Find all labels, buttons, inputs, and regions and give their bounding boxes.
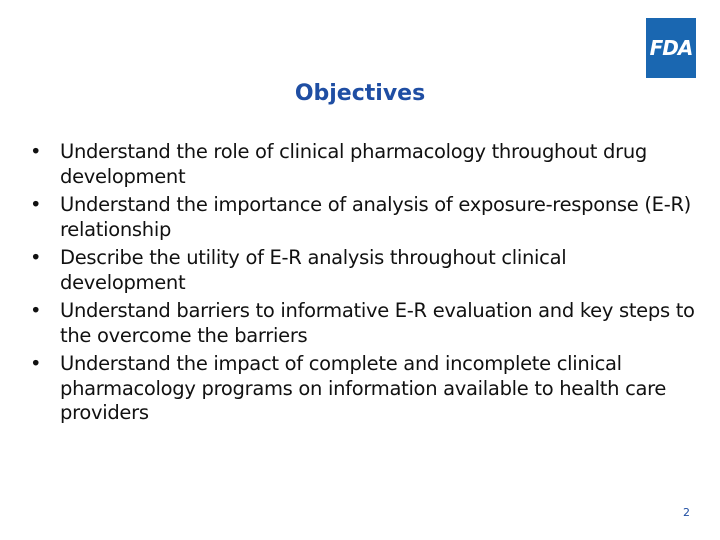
page-number: 2	[683, 506, 690, 519]
fda-logo-text: FDA	[649, 36, 693, 60]
slide-title: Objectives	[294, 81, 426, 106]
objectives-list	[30, 140, 695, 430]
objective-item: • Understand the importance of analysis of exposure-response (E-R) relationship	[30, 193, 695, 242]
objective-item: • Describe the utility of E-R analysis throughout clinical development	[30, 246, 695, 295]
objective-item: • Understand barriers to informative E-R evaluation and key steps to the overcome the barriers	[30, 299, 695, 348]
objective-item: • Understand the impact of complete and incomplete clinical pharmacology programs on information available to health care providers	[30, 352, 695, 426]
fda-logo	[646, 18, 696, 78]
objective-item: • Understand the role of clinical pharmacology throughout drug development	[30, 140, 695, 189]
